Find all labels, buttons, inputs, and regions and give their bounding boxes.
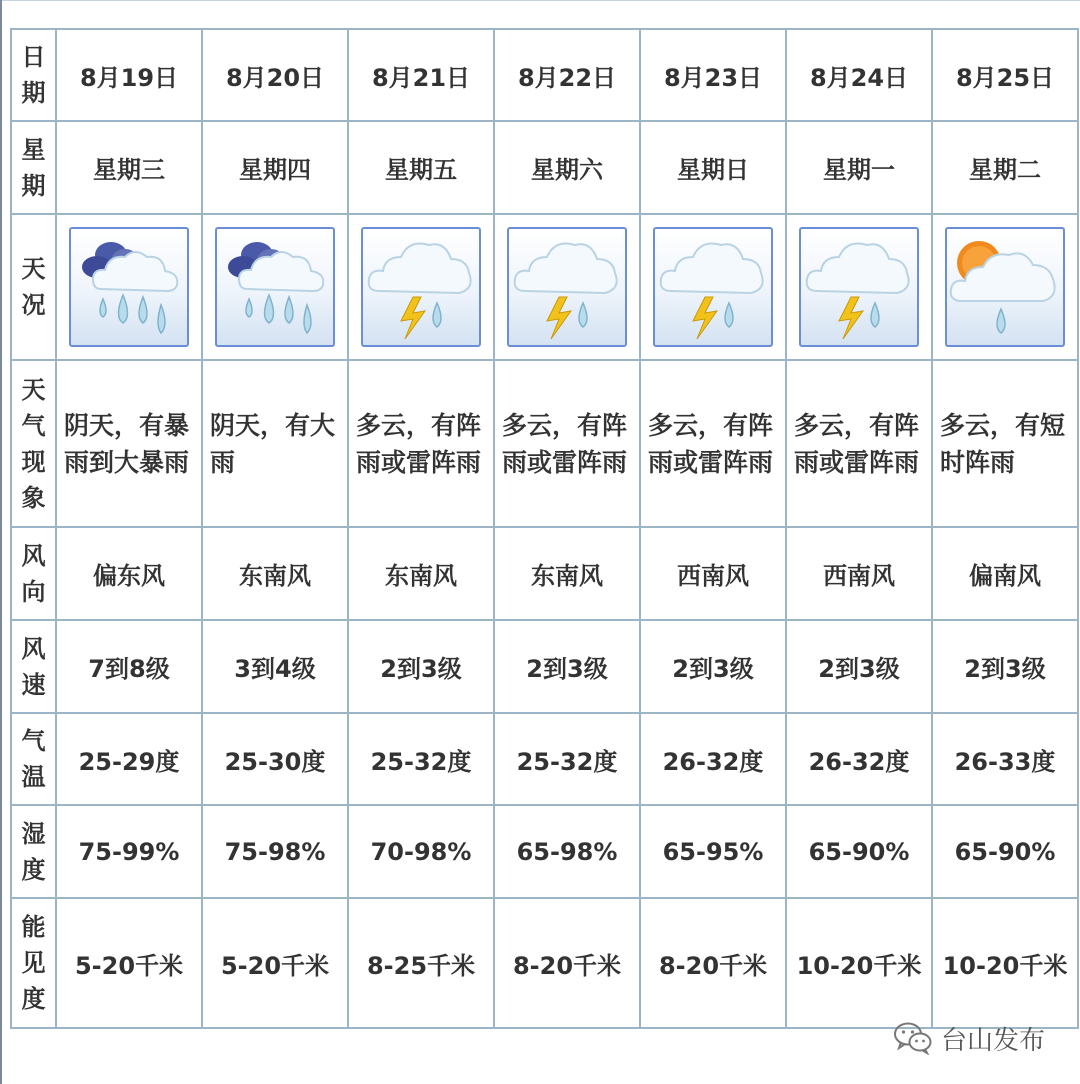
weekday-cell: 星期四 [202,121,348,214]
temperature-cell: 26-33度 [932,713,1078,805]
humidity-row [11,805,1078,898]
thunder-shower-icon [653,227,773,347]
wind-speed-cell: 2到3级 [640,620,786,713]
temperature-cell: 25-32度 [348,713,494,805]
date-cell: 8月19日 [56,29,202,121]
row-label-weekday: 星 期 [11,121,56,214]
wind-direction-cell: 偏南风 [932,527,1078,620]
wind-direction-cell: 西南风 [786,527,932,620]
row-label-temperature: 气 温 [11,713,56,805]
phenomenon-cell: 多云，有短 时阵雨 [932,360,1078,527]
row-label-phenomenon: 天 气 现 象 [11,360,56,527]
phenomenon-cell: 多云，有阵 雨或雷阵雨 [494,360,640,527]
wind-direction-cell: 东南风 [494,527,640,620]
left-border [0,0,2,1084]
humidity-cell: 65-98% [494,805,640,898]
thunder-shower-icon [799,227,919,347]
visibility-cell: 8-20千米 [494,898,640,1028]
humidity-cell: 65-90% [932,805,1078,898]
thunder-shower-icon [507,227,627,347]
visibility-cell: 10-20千米 [932,898,1078,1028]
weekday-cell: 星期三 [56,121,202,214]
wind-speed-cell: 7到8级 [56,620,202,713]
temperature-row [11,713,1078,805]
wind-speed-row [11,620,1078,713]
wechat-icon [893,1021,933,1055]
row-label-date: 日 期 [11,29,56,121]
heavy-rain-icon [215,227,335,347]
condition-cell [202,214,348,360]
condition-cell [348,214,494,360]
date-cell: 8月21日 [348,29,494,121]
humidity-cell: 75-98% [202,805,348,898]
weekday-cell: 星期五 [348,121,494,214]
phenomenon-cell: 多云，有阵 雨或雷阵雨 [640,360,786,527]
phenomenon-row [11,360,1078,527]
humidity-cell: 70-98% [348,805,494,898]
wind-speed-cell: 2到3级 [348,620,494,713]
date-cell: 8月20日 [202,29,348,121]
weekday-cell: 星期六 [494,121,640,214]
visibility-cell: 8-20千米 [640,898,786,1028]
visibility-cell: 5-20千米 [56,898,202,1028]
condition-row [11,214,1078,360]
date-cell: 8月25日 [932,29,1078,121]
wind-speed-cell: 3到4级 [202,620,348,713]
wind-speed-cell: 2到3级 [786,620,932,713]
thunder-shower-icon [361,227,481,347]
condition-cell [786,214,932,360]
wind-direction-cell: 偏东风 [56,527,202,620]
row-label-wind-speed: 风 速 [11,620,56,713]
phenomenon-cell: 阴天，有大 雨 [202,360,348,527]
row-label-condition: 天 况 [11,214,56,360]
visibility-cell: 10-20千米 [786,898,932,1028]
row-label-humidity: 湿 度 [11,805,56,898]
date-cell: 8月24日 [786,29,932,121]
wind-direction-cell: 东南风 [202,527,348,620]
phenomenon-cell: 阴天，有暴 雨到大暴雨 [56,360,202,527]
humidity-cell: 65-95% [640,805,786,898]
top-border [0,0,1080,1]
watermark-text: 台山发布 [941,1024,1046,1055]
phenomenon-cell: 多云，有阵 雨或雷阵雨 [348,360,494,527]
wind-direction-row [11,527,1078,620]
date-row [11,29,1078,121]
phenomenon-cell: 多云，有阵 雨或雷阵雨 [786,360,932,527]
row-label-wind-direction: 风 向 [11,527,56,620]
condition-cell [494,214,640,360]
temperature-cell: 26-32度 [640,713,786,805]
temperature-cell: 25-32度 [494,713,640,805]
temperature-cell: 26-32度 [786,713,932,805]
wind-direction-cell: 东南风 [348,527,494,620]
sun-shower-icon [945,227,1065,347]
wind-speed-cell: 2到3级 [494,620,640,713]
weekday-cell: 星期一 [786,121,932,214]
wind-speed-cell: 2到3级 [932,620,1078,713]
visibility-cell: 5-20千米 [202,898,348,1028]
humidity-cell: 65-90% [786,805,932,898]
weather-forecast-table [10,28,1079,1029]
weekday-row [11,121,1078,214]
wind-direction-cell: 西南风 [640,527,786,620]
condition-cell [56,214,202,360]
date-cell: 8月22日 [494,29,640,121]
heavy-rain-icon [69,227,189,347]
visibility-cell: 8-25千米 [348,898,494,1028]
condition-cell [640,214,786,360]
temperature-cell: 25-30度 [202,713,348,805]
date-cell: 8月23日 [640,29,786,121]
weekday-cell: 星期日 [640,121,786,214]
condition-cell [932,214,1078,360]
humidity-cell: 75-99% [56,805,202,898]
visibility-row [11,898,1078,1028]
watermark [893,1018,1045,1058]
temperature-cell: 25-29度 [56,713,202,805]
row-label-visibility: 能 见 度 [11,898,56,1028]
weekday-cell: 星期二 [932,121,1078,214]
